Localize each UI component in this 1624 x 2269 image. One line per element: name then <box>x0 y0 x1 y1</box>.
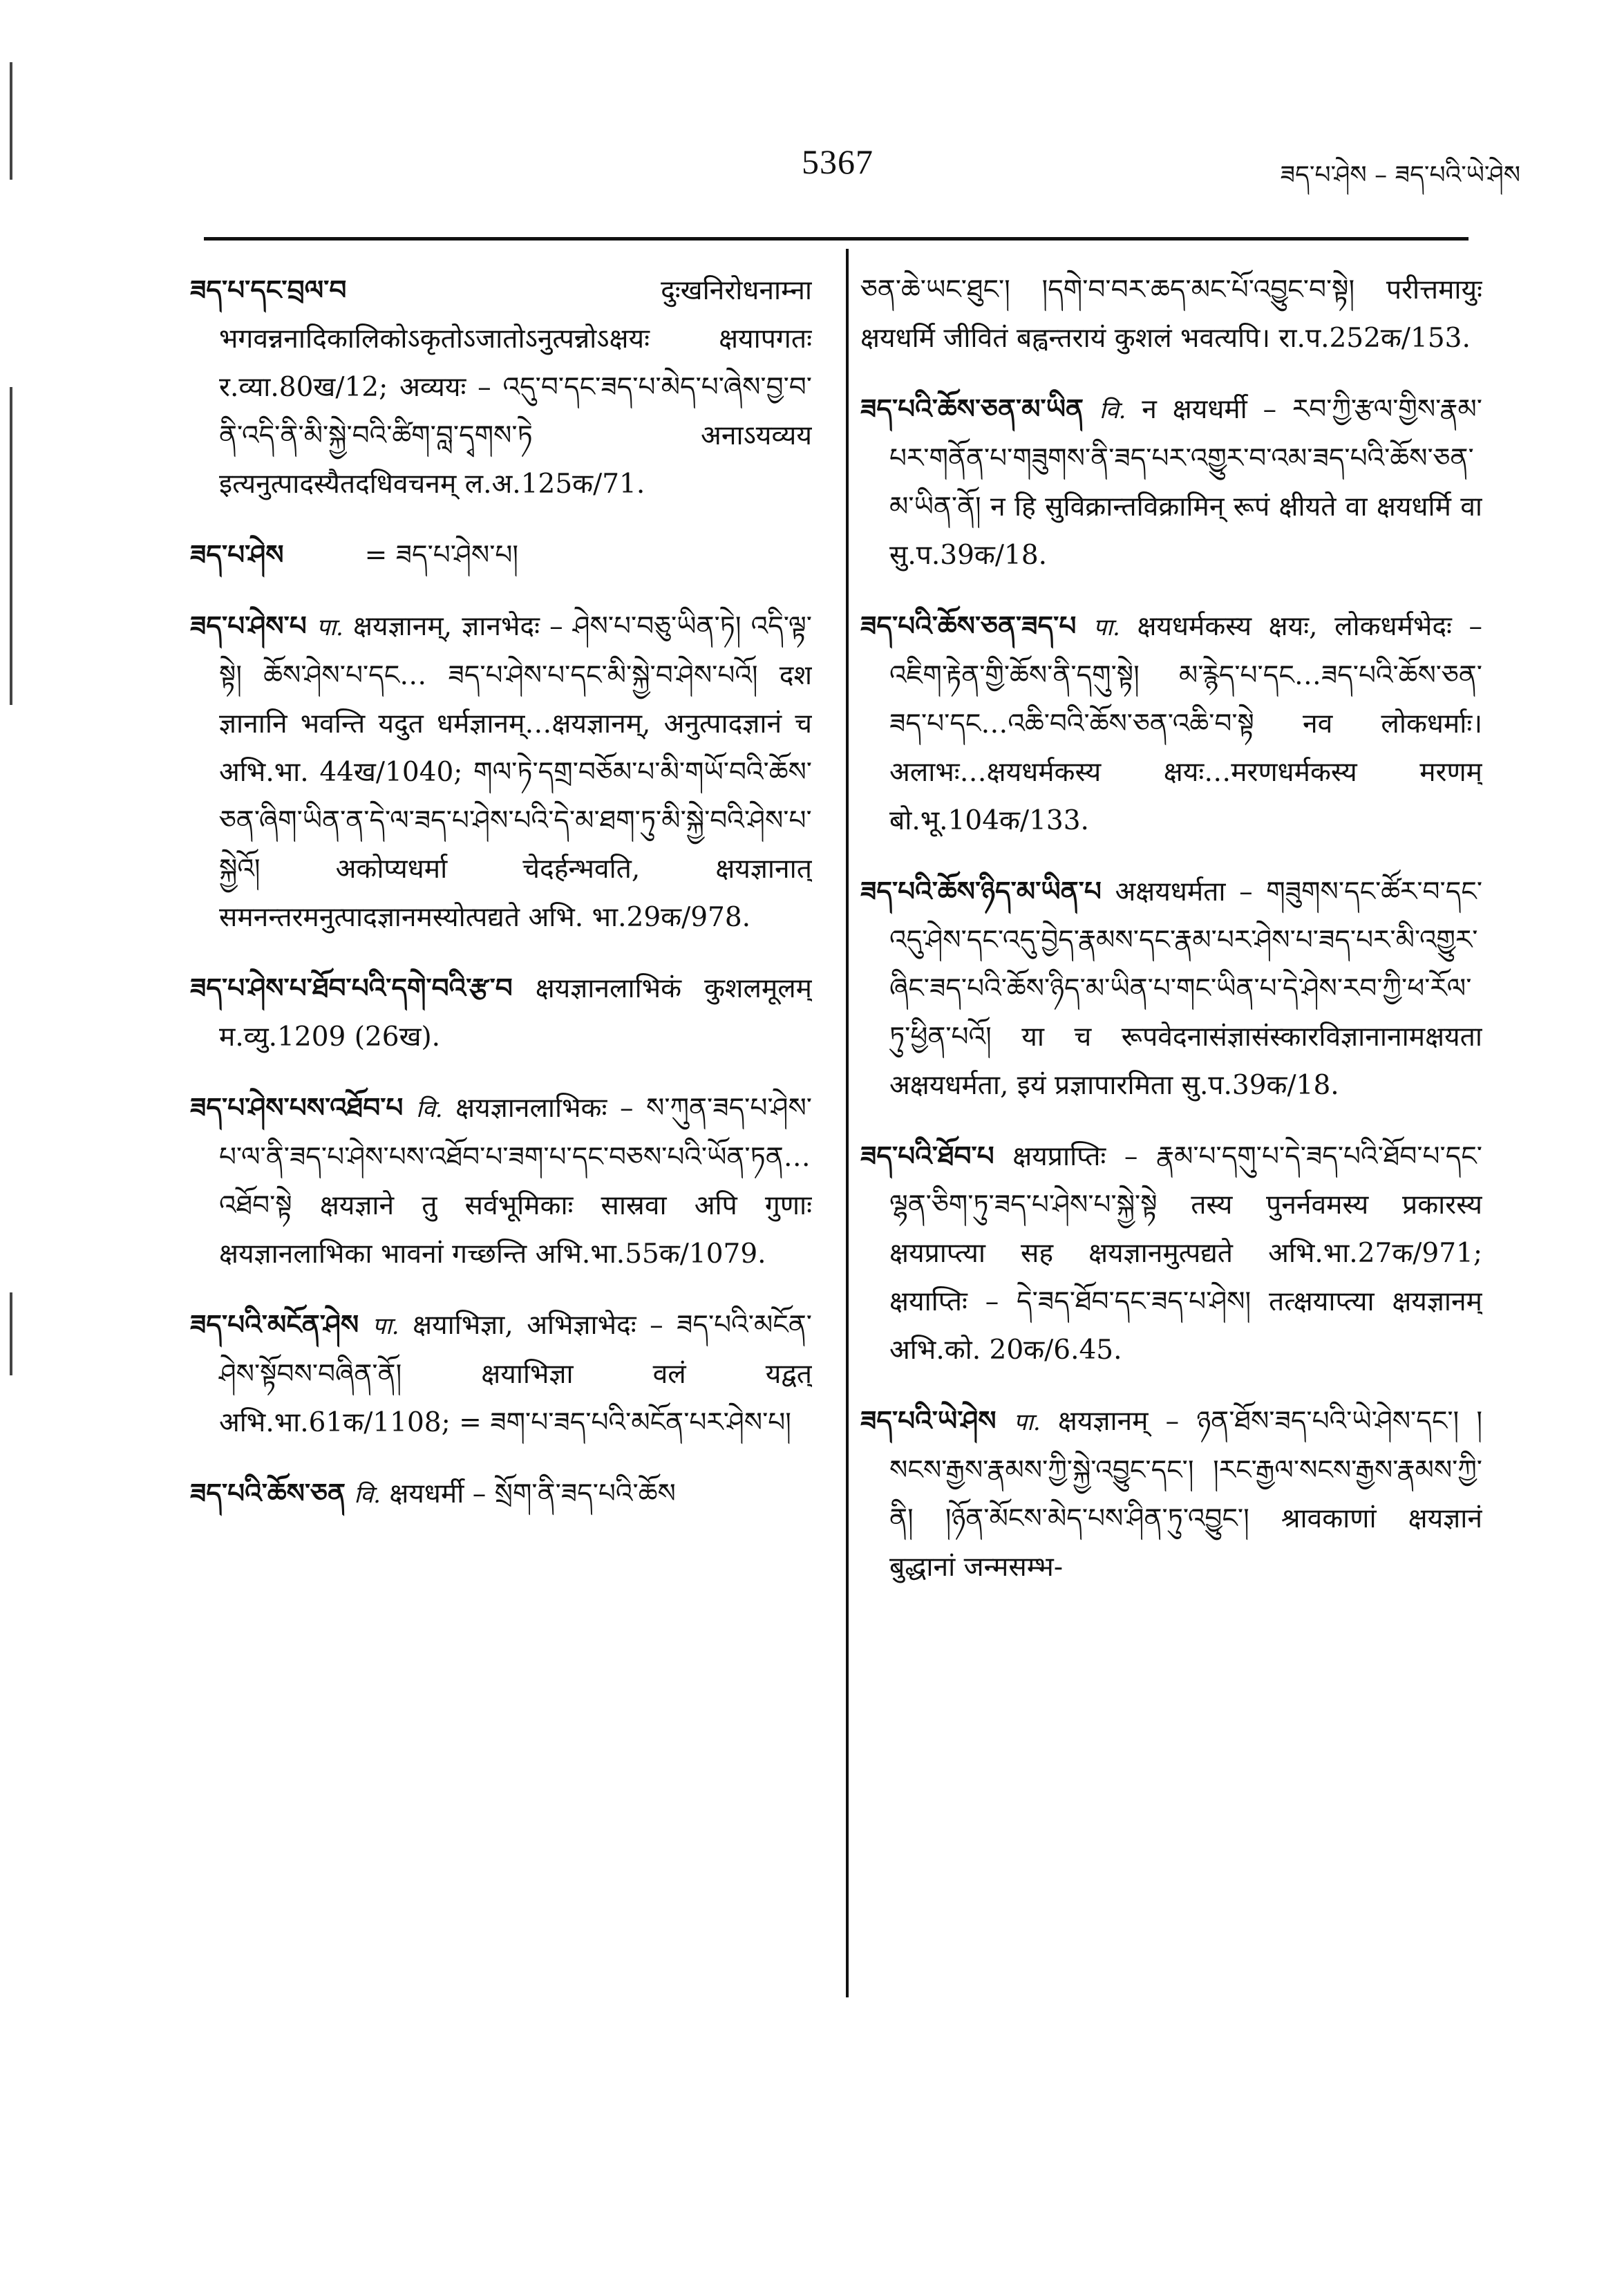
entry-grammar: वि. <box>1099 397 1126 424</box>
entry-body: ཅན་ཆེ་ཡང་ཐུང་། །དགེ་བ་བར་ཆད་མང་པོ་འབྱུང་བ་སྟེ། परीत्तमायुः क्षयधर्मि जीवितं बह्वन्तरायं कुशलं भवत्यपि। रा.प.252क/153. <box>860 274 1482 354</box>
dictionary-entry-continued <box>860 266 1482 363</box>
margin-mark-mid <box>10 387 12 705</box>
margin-mark-low <box>10 1292 12 1375</box>
entry-grammar: वि. <box>354 1481 381 1509</box>
entry-headword: ཟད་པའི་ཡེ་ཤེས <box>860 1405 997 1437</box>
header-rule <box>204 237 1469 241</box>
left-column <box>190 266 812 2091</box>
entry-body: न क्षयधर्मी – རབ་ཀྱི་རྩལ་གྱིས་རྣམ་པར་གནོན་པ་གཟུགས་ནི་ཟད་པར་འགྱུར་བ་འམ་ཟད་པའི་ཆོས་ཅན་མ་ཡིན་ནོ། न हि सुविक्रान्तविक्रामिन् रूपं क्षीयते वा क्षयधर्मि वा सु.प.39क/18. <box>889 394 1482 571</box>
entry-body: क्षयप्राप्तिः – རྣམ་པ་དགུ་པ་དེ་ཟད་པའི་ཐོབ་པ་དང་ལྷན་ཅིག་ཏུ་ཟད་པ་ཤེས་པ་སྐྱེ་སྟེ तस्य पुनर्नवमस्य प्रकारस्य क्षयप्राप्त्या सह क्षयज्ञानमुत्पद्यते अभि.भा.27क/971; क्षयाप्तिः – དེ་ཟད་ཐོབ་དང་ཟད་པ་ཤེས། तत्क्षयाप्त्या क्षयज्ञानम् अभि.को. 20क/6.45. <box>889 1141 1482 1366</box>
entry-body: क्षयज्ञानम् – ཉན་ཐོས་ཟད་པའི་ཡེ་ཤེས་དང་། །སངས་རྒྱས་རྣམས་ཀྱི་སྐྱེ་འབྱུང་དང་། །རང་རྒྱལ་སངས་རྒྱས་རྣམས་ཀྱི་ནི། །ཉོན་མོངས་མེད་པས་ཤིན་ཏུ་འབྱུང་། श्रावकाणां क्षयज्ञानं बुद्धानां जन्मसम्भ- <box>889 1406 1482 1583</box>
entry-body: दुःखनिरोधनाम्ना भगवन्ननादिकालिकोऽकृतोऽजातोऽनुत्पन्नोऽक्षयः क्षयापगतः र.व्या.80ख/12; अव्ययः – འདུ་བ་དང་ཟད་པ་མེད་པ་ཞེས་བྱ་བ་ནི་འདི་ནི་མི་སྐྱེ་བའི་ཚིག་བླ་དྭགས་ཏེ अनाऽयव्यय इत्यनुत्पादस्यैतदधिवचनम् ल.अ.125क/71. <box>219 275 812 500</box>
page-number: 5367 <box>802 142 874 181</box>
entry-body: क्षयज्ञानम्, ज्ञानभेदः – ཤེས་པ་བཅུ་ཡིན་ཏེ། འདི་ལྟ་སྟེ། ཆོས་ཤེས་པ་དང… ཟད་པ་ཤེས་པ་དང་མི་སྐྱེ་བ་ཤེས་པའོ། दश ज्ञानानि भवन्ति यदुत धर्मज्ञानम्…क्षयज्ञानम्, अनुत्पादज्ञानं च अभि.भा. 44ख/1040; གལ་ཏེ་དགྲ་བཅོམ་པ་མི་གཡོ་བའི་ཆོས་ཅན་ཞིག་ཡིན་ན་དེ་ལ་ཟད་པ་ཤེས་པའི་དེ་མ་ཐག་ཏུ་མི་སྐྱེ་བའི་ཤེས་པ་སྐྱེའོ། अकोप्यधर्मा चेदर्हन्भवति, क्षयज्ञानात् समनन्तरमनुत्पादज्ञानमस्योत्पद्यते अभि. भा.29क/978. <box>219 611 812 933</box>
margin-mark-top <box>10 62 12 180</box>
entry-body: क्षयज्ञानलाभिकः – ས་ཀུན་ཟད་པ་ཤེས་པ་ལ་ནི་ཟད་པ་ཤེས་པས་འཐོབ་པ་ཟག་པ་དང་བཅས་པའི་ཡོན་ཏན… འཐོབ་སྟེ क्षयज्ञाने तु सर्वभूमिकाः सास्रवा अपि गुणाः क्षयज्ञानलाभिका भावनां गच्छन्ति अभि.भा.55क/1079. <box>219 1093 812 1270</box>
entry-body: क्षयज्ञानलाभिकं कुशलमूलम् म.व्यु.1209 (26ख). <box>219 973 812 1053</box>
dictionary-entry <box>190 266 812 509</box>
entry-grammar: पा. <box>1093 614 1120 641</box>
entry-headword: ཟད་པ་ཤེས་པ་ཐོབ་པའི་དགེ་བའི་རྩ་བ <box>190 972 513 1004</box>
dictionary-entry <box>190 1469 812 1519</box>
entry-body: क्षयधर्मी – སྲོག་ནི་ཟད་པའི་ཆོས <box>389 1478 676 1509</box>
entry-headword: ཟད་པ་ཤེས <box>190 539 284 571</box>
entry-headword: ཟད་པའི་ཐོབ་པ <box>860 1140 994 1172</box>
dictionary-entry <box>190 531 812 580</box>
dictionary-entry <box>860 385 1482 580</box>
dictionary-entry <box>190 1084 812 1279</box>
entry-grammar: वि. <box>416 1095 443 1123</box>
entry-headword: ཟད་པ་ཤེས་པས་འཐོབ་པ <box>190 1092 404 1124</box>
column-divider <box>846 249 849 1997</box>
entry-headword: ཟད་པ་ཤེས་པ <box>190 610 307 642</box>
entry-headword: ཟད་པའི་ཆོས་ཅན་ཟད་པ <box>860 610 1077 642</box>
dictionary-entry <box>190 1301 812 1447</box>
entry-body: क्षयाभिज्ञा, अभिज्ञाभेदः – ཟད་པའི་མངོན་ཤེས་སྟོབས་བཞིན་ནོ། क्षयाभिज्ञा वलं यद्वत् अभि.भा.61क/1108; = ཟག་པ་ཟད་པའི་མངོན་པར་ཤེས་པ། <box>219 1310 812 1438</box>
dictionary-entry <box>190 964 812 1062</box>
dictionary-entry <box>860 1397 1482 1592</box>
dictionary-entry <box>860 602 1482 845</box>
entry-headword: ཟད་པའི་ཆོས་ཅན་མ་ཡིན <box>860 393 1084 425</box>
entry-headword: ཟད་པ་དང་བྲལ་བ <box>190 274 347 306</box>
entry-body: = ཟད་པ་ཤེས་པ། <box>364 540 519 571</box>
dictionary-entry <box>190 602 812 942</box>
running-head: ཟད་པ་ཤེས – ཟད་པའི་ཡེ་ཤེས <box>1280 161 1520 189</box>
entry-body: क्षयधर्मकस्य क्षयः, लोकधर्मभेदः – འཇིག་རྟེན་གྱི་ཆོས་ནི་དགུ་སྟེ། མ་རྙེད་པ་དང…ཟད་པའི་ཆོས་ཅན་ཟད་པ་དང…འཆི་བའི་ཆོས་ཅན་འཆི་བ་སྟེ नव लोकधर्माः। अलाभः…क्षयधर्मकस्य क्षयः…मरणधर्मकस्य मरणम् बो.भू.104क/133. <box>889 611 1482 836</box>
entry-headword: ཟད་པའི་ཆོས་ཅན <box>190 1478 346 1509</box>
entry-headword: ཟད་པའི་ཆོས་ཉིད་མ་ཡིན་པ <box>860 876 1102 907</box>
entry-grammar: पा. <box>1013 1409 1041 1436</box>
entry-headword: ཟད་པའི་མངོན་ཤེས <box>190 1309 359 1341</box>
entry-grammar: पा. <box>316 614 343 641</box>
entry-body: अक्षयधर्मता – གཟུགས་དང་ཚོར་བ་དང་འདུ་ཤེས་དང་འདུ་བྱེད་རྣམས་དང་རྣམ་པར་ཤེས་པ་ཟད་པར་མི་འགྱུར་ཞིང་ཟད་པའི་ཆོས་ཉིད་མ་ཡིན་པ་གང་ཡིན་པ་དེ་ཤེས་རབ་ཀྱི་ཕ་རོལ་ཏུ་ཕྱིན་པའོ། या च रूपवेदनासंज्ञासंस्कारविज्ञानानामक्षयता अक्षयधर्मता, इयं प्रज्ञापारमिता सु.प.39क/18. <box>889 876 1482 1101</box>
entry-grammar: पा. <box>372 1312 399 1340</box>
dictionary-entry <box>860 1132 1482 1375</box>
dictionary-entry <box>860 867 1482 1110</box>
right-column <box>860 266 1482 2091</box>
